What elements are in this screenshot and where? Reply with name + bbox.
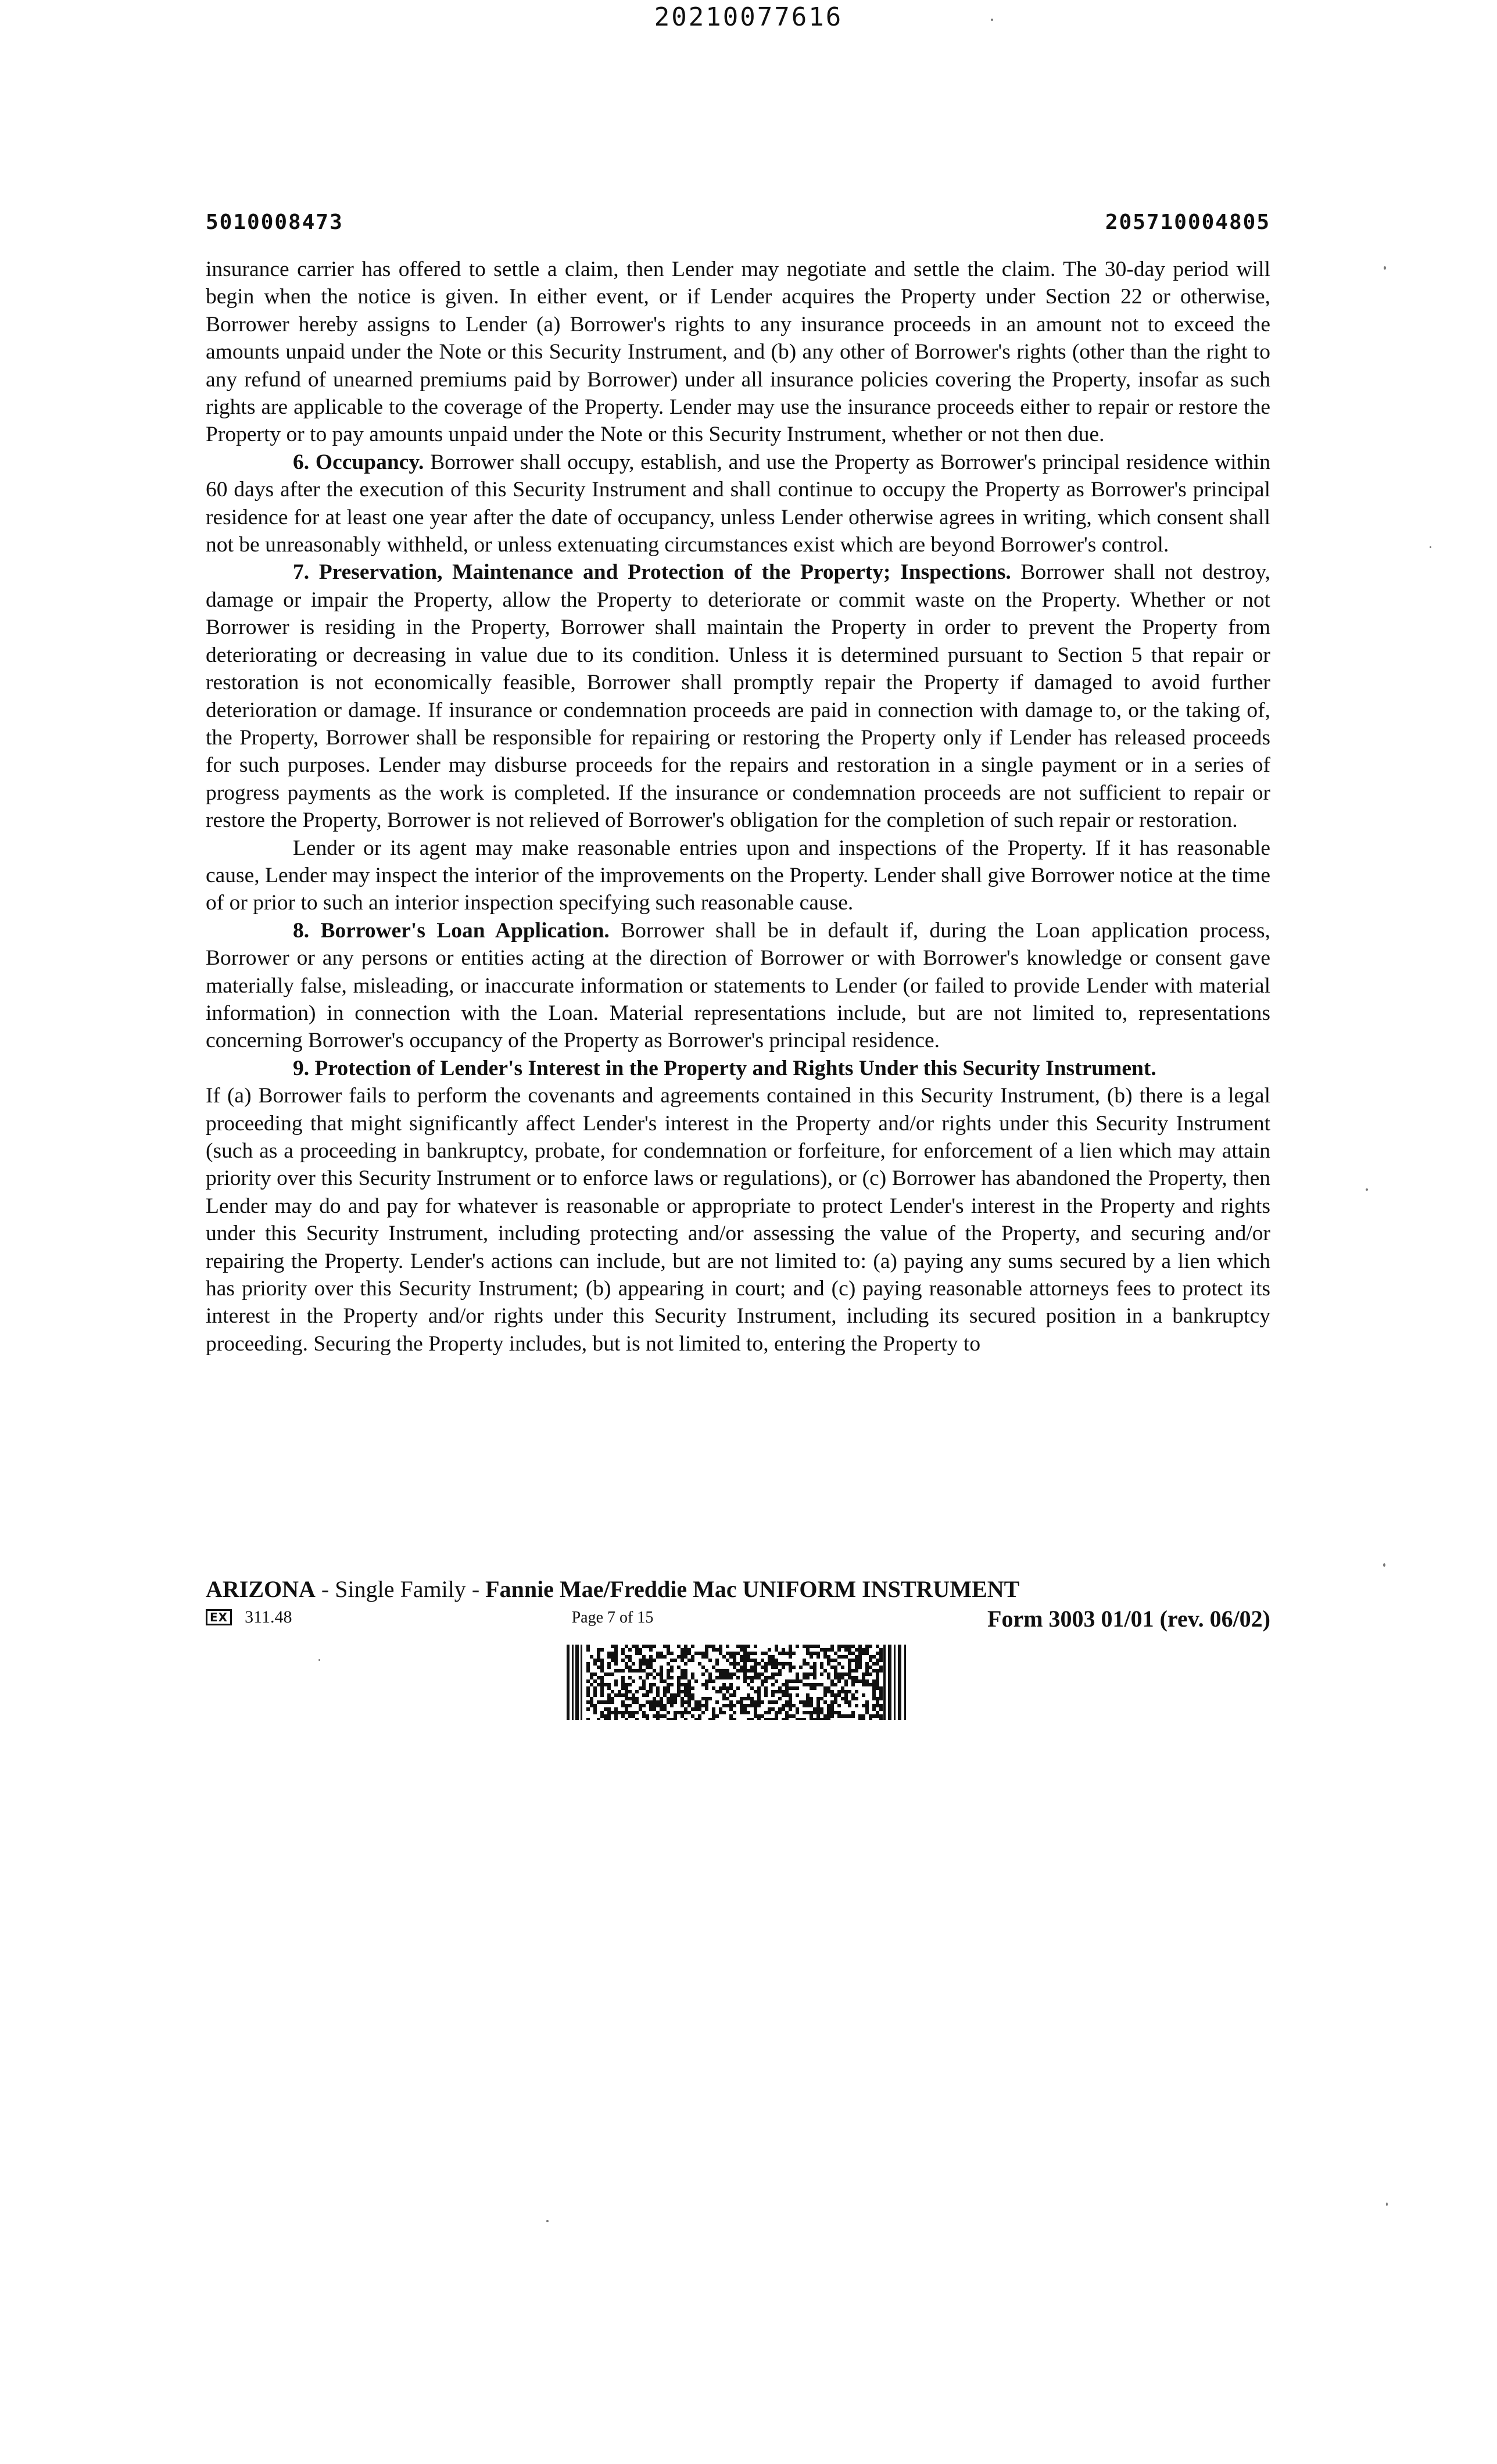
- section-7-text: Borrower shall not destroy, damage or impair the Property, allow the Property to deteriorate or commit waste on the Property. Whether or not Borrower is residing in the Property, Borrower shall maintain the Property in order to prevent the Property from deteriorating or decreasing in value due to its condition. Unless it is determined pursuant to Section 5 that repair or restoration is not economically feasible, Borrower shall promptly repair the Property if damaged to avoid further deterioration or damage. If insurance or condemnation proceeds are paid in connection with damage to, or the taking of, the Property, Borrower shall be responsible for repairing or restoring the Property only if Lender has released proceeds for such purposes. Lender may disburse proceeds for the repairs and restoration in a single payment or in a series of progress payments as the work is completed. If the insurance or condemnation proceeds are not sufficient to repair or restore the Property, Borrower is not relieved of Borrower's obligation for the completion of such repair or restoration.: [206, 560, 1270, 833]
- state-name: ARIZONA: [206, 1576, 316, 1602]
- loan-number: 5010008473: [206, 210, 343, 234]
- scan-speck: [1366, 1188, 1368, 1191]
- ex-logo-icon: EX: [206, 1609, 232, 1625]
- scan-speck: [1383, 1563, 1385, 1567]
- section-6-occupancy: [206, 449, 1270, 559]
- scan-speck: [318, 1659, 320, 1661]
- instrument-title: [206, 1575, 1270, 1604]
- form-number: Form 3003 01/01 (rev. 06/02): [987, 1606, 1270, 1632]
- barcode-icon: [567, 1645, 909, 1720]
- min-number: 205710004805: [1105, 210, 1270, 234]
- scan-speck: [991, 19, 993, 21]
- section-7-preservation: [206, 558, 1270, 834]
- scan-speck: [1386, 2202, 1388, 2206]
- scan-speck: [546, 2220, 549, 2222]
- footer-details: [206, 1605, 1270, 1635]
- instrument-name: Fannie Mae/Freddie Mac UNIFORM INSTRUMENT: [485, 1576, 1020, 1602]
- section-6-text: Borrower shall occupy, establish, and use the Property as Borrower's principal residence within 60 days after the execution of this Security Instrument and shall continue to occupy the Property as Borrower's principal residence for at least one year after the date of occupancy, unless Lender otherwise agrees in writing, which consent shall not be unreasonably withheld, or unless extenuating circumstances exist which are beyond Borrower's control.: [206, 450, 1271, 557]
- title-separator: -: [465, 1576, 486, 1602]
- section-8-text: Borrower shall be in default if, during the Loan application process, Borrower or any persons or entities acting at the direction of Borrower or with Borrower's knowledge or consent gave materially false, misleading, or inaccurate information or statements to Lender (or failed to provide Lender with material information) in connection with the Loan. Material representations include, but are not limited to, representations concerning Borrower's occupancy of the Property as Borrower's principal residence.: [206, 918, 1271, 1053]
- scan-speck: [1430, 546, 1431, 548]
- paragraph-continuation: insurance carrier has offered to settle a claim, then Lender may negotiate and settle the claim. The 30-day period will begin when the notice is given. In either event, or if Lender acquires the Property under Section 22 or otherwise, Borrower hereby assigns to Lender (a) Borrower's rights to any insurance proceeds in an amount not to exceed the amounts unpaid under the Note or this Security Instrument, and (b) any other of Borrower's rights (other than the right to any refund of unearned premiums paid by Borrower) under all insurance policies covering the Property, insofar as such rights are applicable to the coverage of the Property. Lender may use the insurance proceeds either to repair or restore the Property or to pay amounts unpaid under the Note or this Security Instrument, whether or not then due.: [206, 257, 1270, 447]
- form-footer: [206, 1575, 1270, 1635]
- title-separator: -: [315, 1576, 335, 1602]
- page-number: Page 7 of 15: [571, 1609, 654, 1627]
- section-7-heading: 7. Preservation, Maintenance and Protection of the Property; Inspections.: [293, 560, 1011, 585]
- document-body: [206, 256, 1270, 1358]
- section-8-loan-application: [206, 917, 1270, 1055]
- section-9-heading-paragraph: [206, 1055, 1270, 1082]
- form-code-number: 311.48: [245, 1607, 292, 1627]
- section-7-inspections: Lender or its agent may make reasonable entries upon and inspections of the Property. If it has reasonable cause, Lender may inspect the interior of the improvements on the Property. Lender shall give Borrower notice at the time of or prior to such an interior inspection specifying such reasonable cause.: [206, 836, 1270, 915]
- family-type: Single Family: [335, 1576, 466, 1602]
- section-8-heading: 8. Borrower's Loan Application.: [293, 918, 610, 943]
- scan-speck: [1384, 266, 1386, 270]
- section-9-text: If (a) Borrower fails to perform the covenants and agreements contained in this Security Instrument, (b) there is a legal proceeding that might significantly affect Lender's interest in the Property and/or rights under this Security Instrument (such as a proceeding in bankruptcy, probate, for condemnation or forfeiture, for enforcement of a lien which may attain priority over this Security Instrument or to enforce laws or regulations), or (c) Borrower has abandoned the Property, then Lender may do and pay for whatever is reasonable or appropriate to protect Lender's interest in the Property and rights under this Security Instrument, including protecting and/or assessing the value of the Property, and securing and/or repairing the Property. Lender's actions can include, but are not limited to: (a) paying any sums secured by a lien which has priority over this Security Instrument; (b) appearing in court; and (c) paying reasonable attorneys fees to protect its interest in the Property and/or rights under this Security Instrument, including its secured position in a bankruptcy proceeding. Securing the Property includes, but is not limited to, entering the Property to: [206, 1084, 1270, 1356]
- section-9-heading: 9. Protection of Lender's Interest in the Property and Rights Under this Security Instrument.: [293, 1056, 1156, 1080]
- section-6-heading: 6. Occupancy.: [293, 450, 424, 474]
- recording-number: 20210077616: [654, 2, 843, 32]
